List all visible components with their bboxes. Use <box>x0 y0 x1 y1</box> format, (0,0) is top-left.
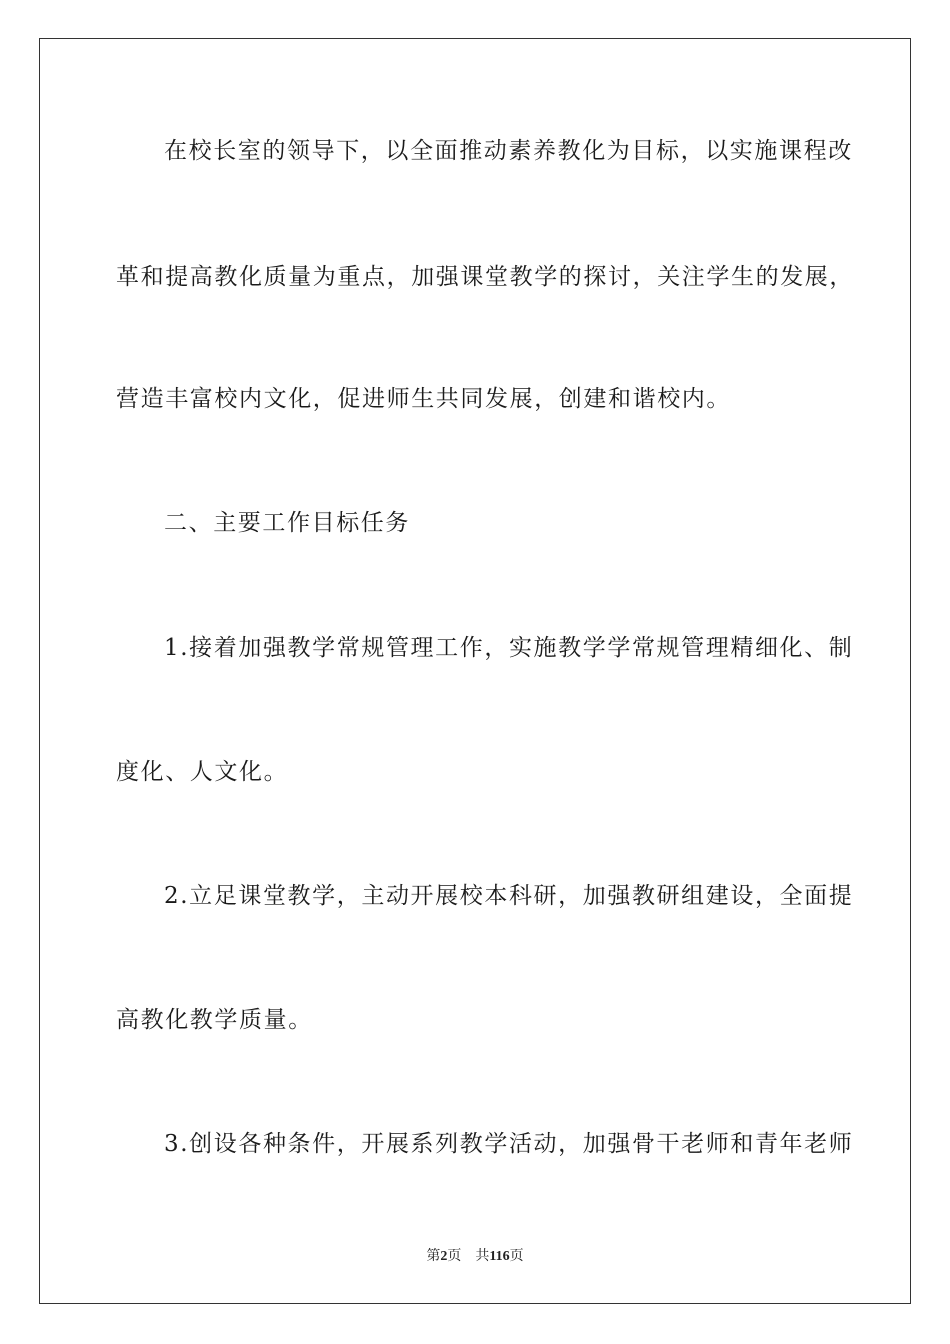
page-border <box>39 38 911 1304</box>
total-pages: 116 <box>489 1249 510 1264</box>
paragraph-line: 度化、人文化。 <box>116 759 289 785</box>
paragraph-line: 1.接着加强教学常规管理工作，实施教学学常规管理精细化、制 <box>164 635 854 661</box>
total-suffix: 页 <box>509 1249 524 1264</box>
paragraph-line: 高教化教学质量。 <box>116 1007 313 1033</box>
paragraph-line: 革和提高教化质量为重点，加强课堂教学的探讨，关注学生的发展， <box>116 264 854 290</box>
page-number: 2 <box>440 1249 448 1264</box>
paragraph-line: 营造丰富校内文化，促进师生共同发展，创建和谐校内。 <box>116 386 731 412</box>
total-prefix: 共 <box>475 1249 490 1264</box>
page-prefix: 第 <box>426 1249 441 1264</box>
page-footer <box>0 1245 950 1265</box>
paragraph-line: 2.立足课堂教学，主动开展校本科研，加强教研组建设，全面提 <box>164 883 854 909</box>
paragraph-line: 在校长室的领导下，以全面推动素养教化为目标，以实施课程改 <box>164 138 853 164</box>
section-heading: 二、主要工作目标任务 <box>164 510 410 536</box>
page-suffix: 页 <box>447 1249 462 1264</box>
paragraph-line: 3.创设各种条件，开展系列教学活动，加强骨干老师和青年老师 <box>164 1131 854 1157</box>
